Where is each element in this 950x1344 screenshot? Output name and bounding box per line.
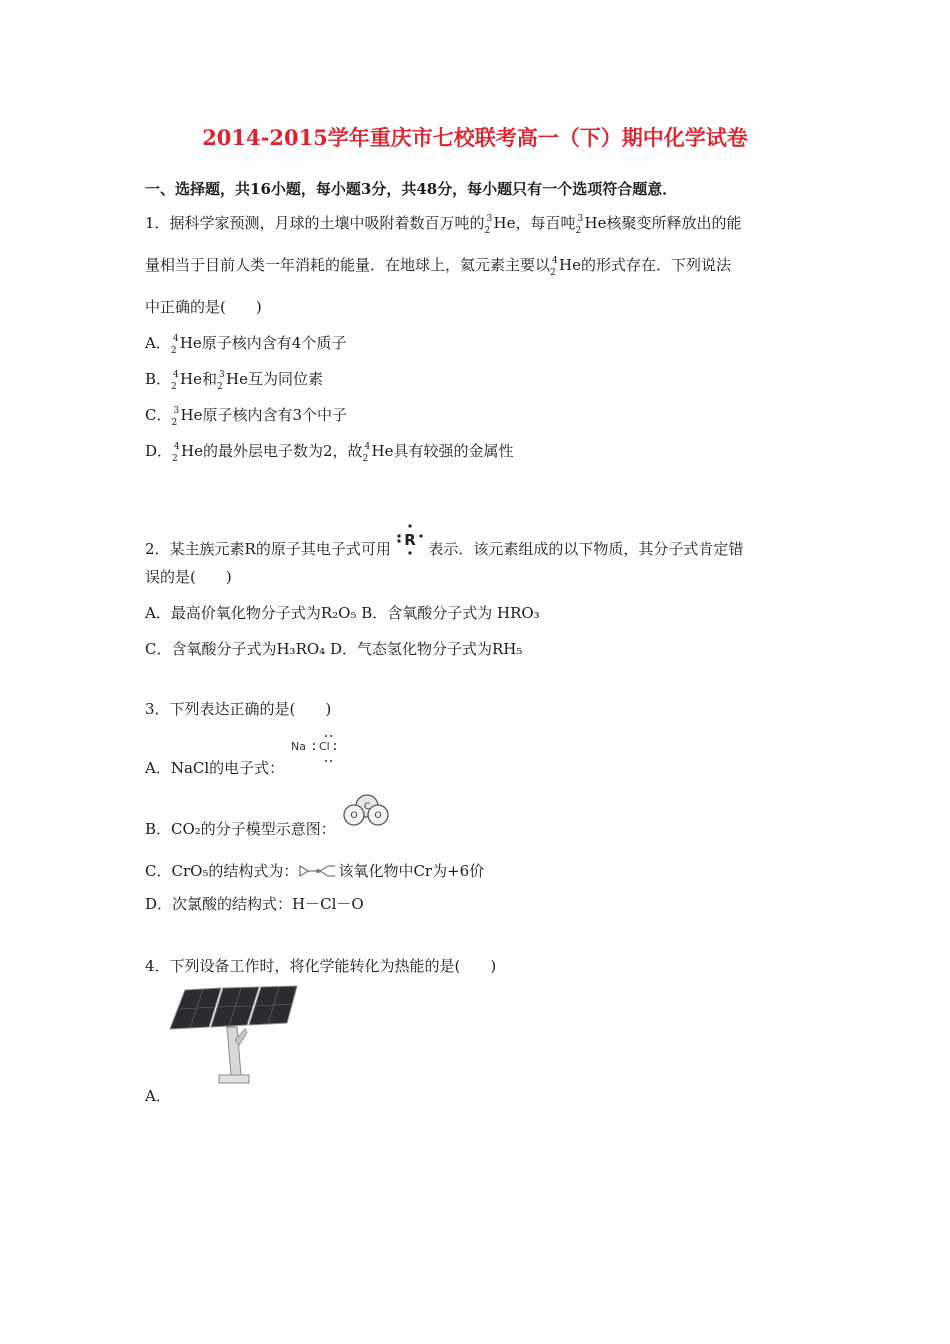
q3-option-c[interactable]: C．CrO₅的结构式为： 该氧化物中Cr为+6价 bbox=[145, 862, 485, 880]
q1-line3: 中正确的是( ) bbox=[145, 298, 262, 316]
isotope-he4: 4 2 bbox=[362, 441, 371, 464]
q2-options-ab[interactable]: A．最高价氧化物分子式为R₂O₅ B．含氧酸分子式为 HRO₃ bbox=[145, 604, 540, 622]
isotope-he4: 4 2 bbox=[550, 255, 558, 278]
q1-line2: 量相当于目前人类一年消耗的能量．在地球上，氦元素主要以 4 2 He的形式存在．下列说法 bbox=[145, 255, 731, 278]
isotope-he4: 4 2 bbox=[172, 441, 180, 464]
isotope-he4: 4 2 bbox=[171, 369, 179, 392]
svg-text:O: O bbox=[374, 811, 382, 821]
electron-dot-r-icon bbox=[396, 522, 424, 568]
solar-panel-image bbox=[165, 985, 303, 1090]
q3-option-d[interactable]: D．次氯酸的结构式：H－Cl－O bbox=[145, 895, 364, 913]
q1-option-c[interactable]: C． 3 2 He原子核内含有3个中子 bbox=[145, 405, 347, 428]
svg-text:C: C bbox=[363, 802, 371, 812]
q4-stem: 4．下列设备工作时，将化学能转化为热能的是( ) bbox=[145, 957, 497, 975]
svg-text:O: O bbox=[350, 811, 358, 821]
isotope-he3: 3 2 bbox=[575, 213, 584, 236]
q1-option-a[interactable]: A． 4 2 He原子核内含有4个质子 bbox=[145, 333, 347, 356]
q3-option-a[interactable]: A．NaCl的电子式： bbox=[145, 759, 285, 777]
q2-options-cd[interactable]: C．含氧酸分子式为H₃RO₄ D．气态氢化物分子式为RH₅ bbox=[145, 640, 523, 658]
q3-stem: 3．下列表达正确的是( ) bbox=[145, 700, 332, 718]
isotope-he3: 3 2 bbox=[217, 369, 225, 392]
q3-option-b[interactable]: B．CO₂的分子模型示意图： bbox=[145, 820, 336, 838]
section-heading: 一、选择题，共16小题，每小题3分，共48分，每小题只有一个选项符合题意． bbox=[145, 180, 678, 198]
q4-option-a[interactable]: A． bbox=[145, 1087, 171, 1105]
isotope-he3: 3 2 bbox=[484, 213, 493, 236]
svg-text:Na: Na bbox=[291, 740, 306, 753]
q1-option-d[interactable]: D． 4 2 He的最外层电子数为2，故 4 2 He具有较强的金属性 bbox=[145, 441, 514, 464]
svg-text:Cl: Cl bbox=[319, 740, 330, 753]
q1-option-b[interactable]: B． 4 2 He和 3 2 He互为同位素 bbox=[145, 369, 323, 392]
isotope-he3: 3 2 bbox=[171, 405, 180, 428]
isotope-he4: 4 2 bbox=[170, 333, 179, 356]
page-title: 2014-2015学年重庆市七校联考高一（下）期中化学试卷 bbox=[202, 125, 748, 150]
co2-molecule-model-icon bbox=[340, 793, 392, 829]
q2-line1: 2．某主族元素R的原子其电子式可用 R 表示．该元素组成的以下物质，其分子式肯定错 bbox=[145, 522, 743, 568]
nacl-electron-formula-icon bbox=[288, 733, 338, 767]
cro5-structure-icon bbox=[298, 863, 338, 879]
svg-text:R: R bbox=[403, 531, 416, 549]
q1-line1: 1．据科学家预测，月球的土壤中吸附着数百万吨的 3 2 He，每百吨 3 2 He核聚变所释放出的能 bbox=[145, 213, 742, 236]
q2-line2: 误的是( ) bbox=[145, 568, 232, 586]
